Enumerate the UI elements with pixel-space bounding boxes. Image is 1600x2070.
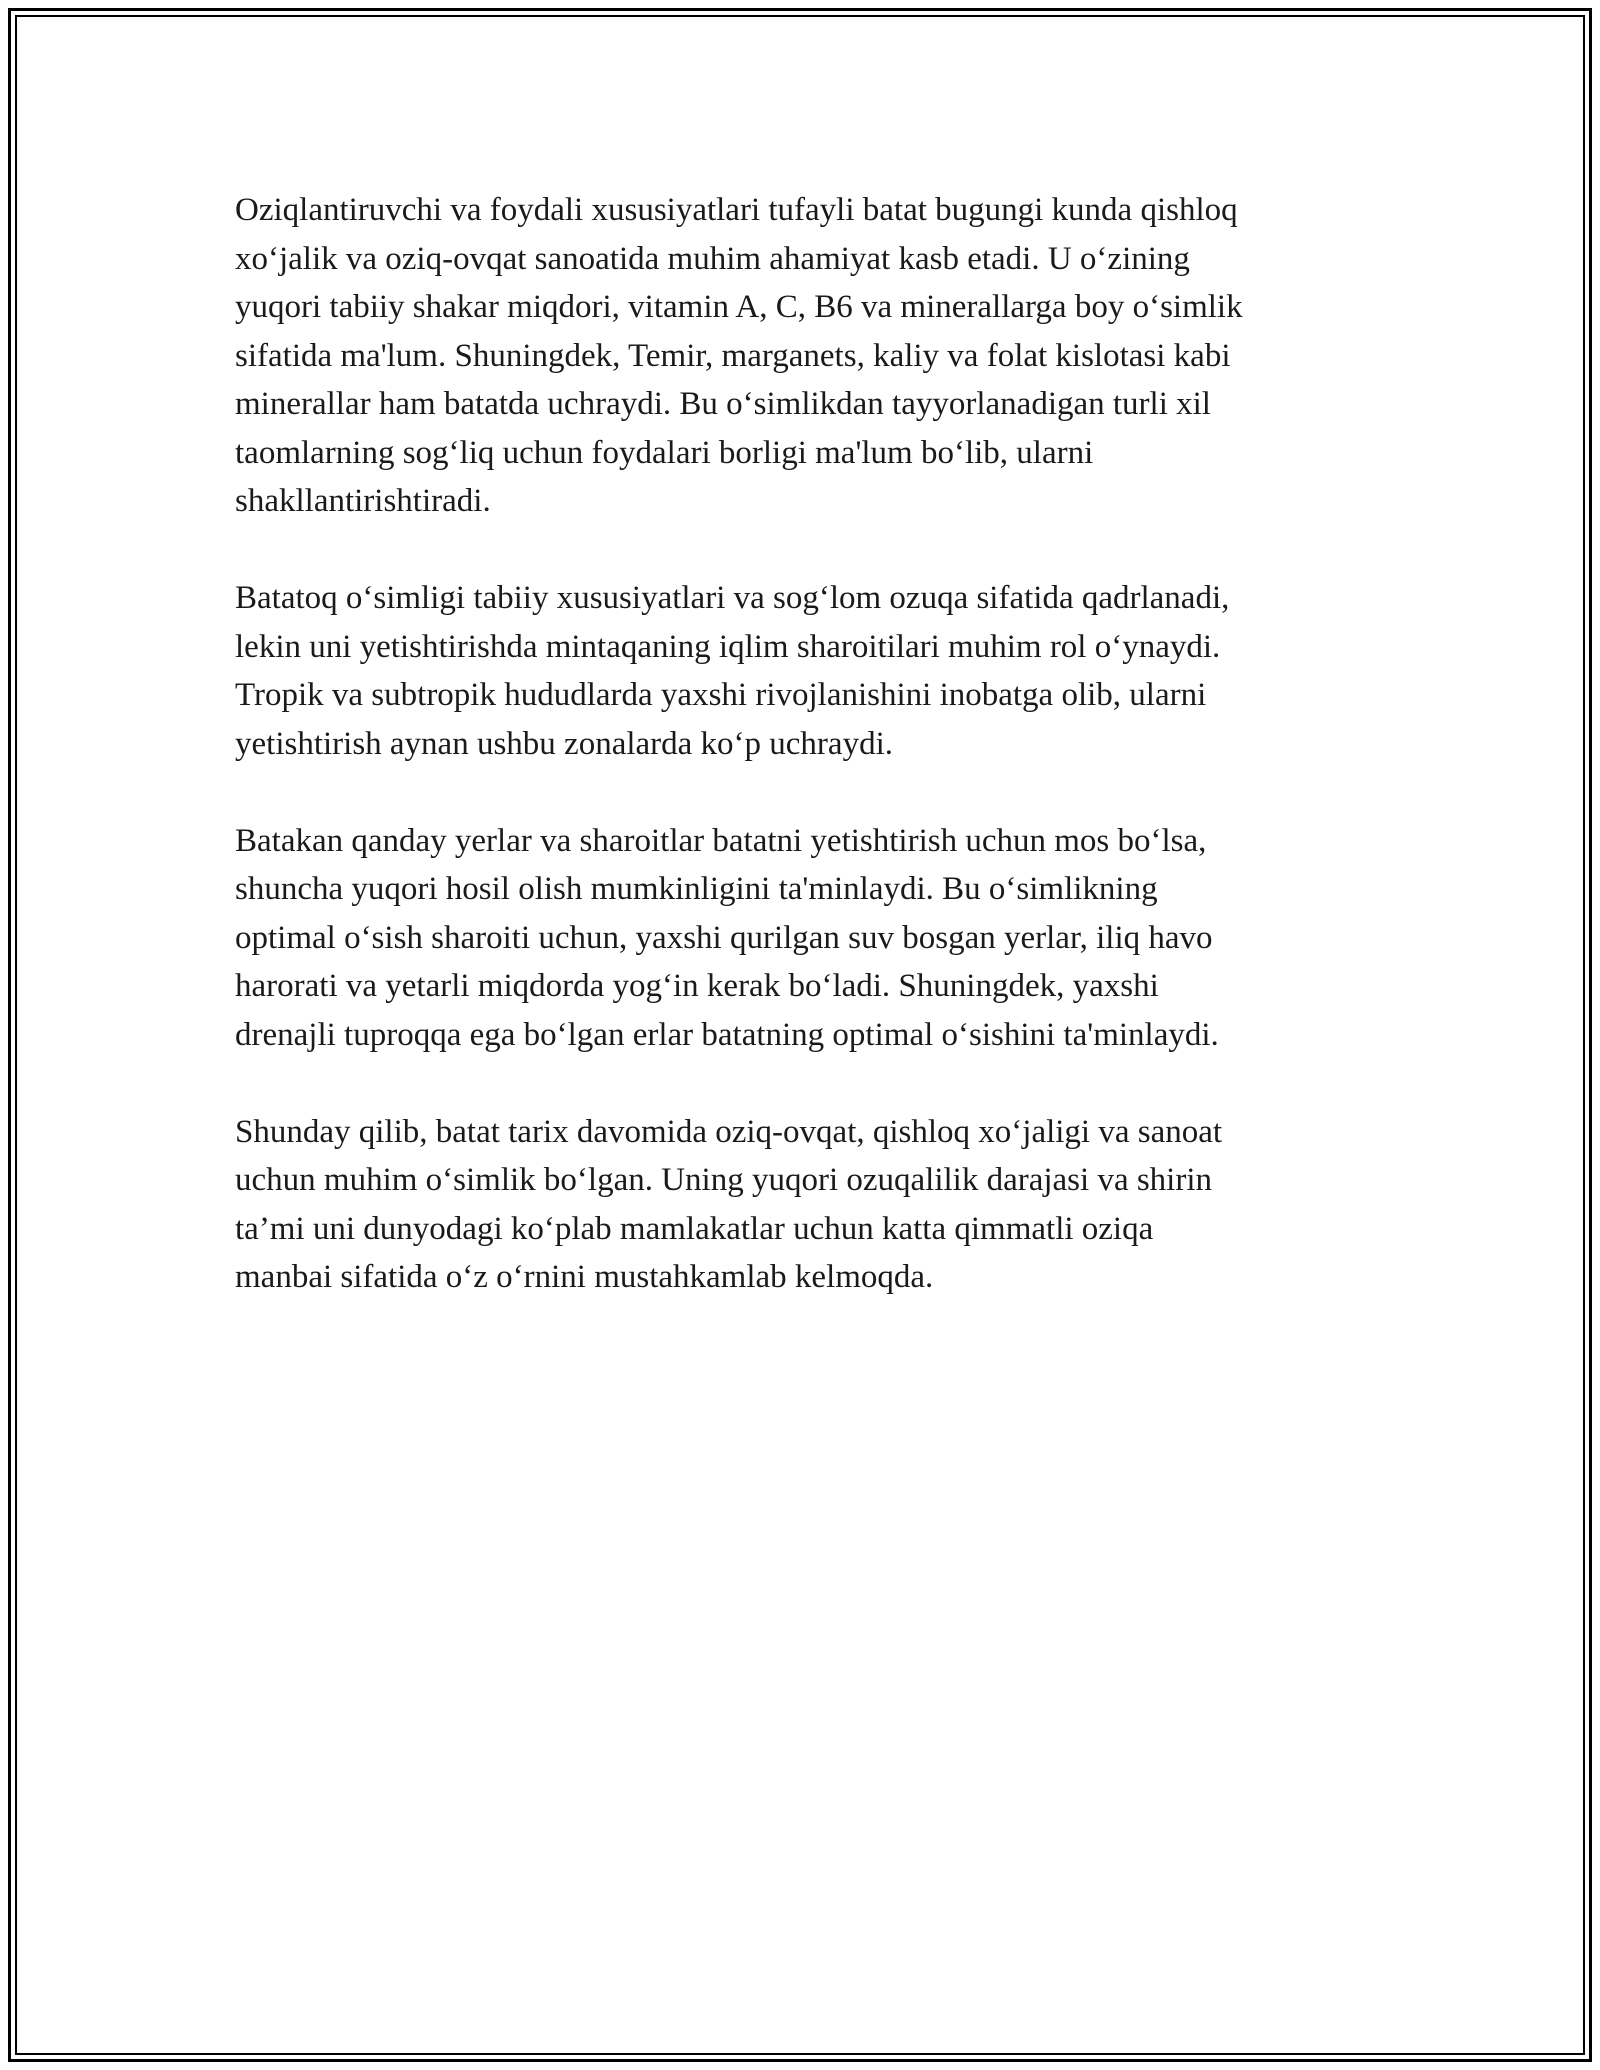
paragraph-1: Oziqlantiruvchi va foydali xususiyatlari tufayli batat bugungi kunda qishloq xo‘jalik va oziq-ovqat sanoatida muhim ahamiyat kasb etadi. U o‘zining yuqori tabiiy shakar miqdori, vitamin A, C, B6 va minerallarga boy o‘simlik sifatida ma'lum. Shuningdek, Temir, marganets, kaliy va folat kislotasi kabi minerallar ham batatda uchraydi. Bu o‘simlikdan tayyorlanadigan turli xil taomlarning sog‘liq uchun foydalari borligi ma'lum bo‘lib, ularni shakllantirishtiradi. — [235, 192, 1243, 519]
paragraph-2: Batatoq o‘simligi tabiiy xususiyatlari va sog‘lom ozuqa sifatida qadrlanadi, lekin uni yetishtirishda mintaqaning iqlim sharoitilari muhim rol o‘ynaydi. Tropik va subtropik hududlarda yaxshi rivojlanishini inobatga olib, ularni yetishtirish aynan ushbu zonalarda ko‘p uchraydi. — [235, 580, 1230, 762]
document-body — [235, 186, 1365, 1350]
paragraph-4: Shunday qilib, batat tarix davomida oziq-ovqat, qishloq xo‘jaligi va sanoat uchun muhim o‘simlik bo‘lgan. Uning yuqori ozuqalilik darajasi va shirin ta’mi uni dunyodagi ko‘plab mamlakatlar uchun katta qimmatli oziqa manbai sifatida o‘z o‘rnini mustahkamlab kelmoqda. — [235, 1113, 1223, 1295]
paragraph-3: Batakan qanday yerlar va sharoitlar batatni yetishtirish uchun mos bo‘lsa, shuncha yuqori hosil olish mumkinligini ta'minlaydi. Bu o‘simlikning optimal o‘sish sharoiti uchun, yaxshi qurilgan suv bosgan yerlar, iliq havo harorati va yetarli miqdorda yog‘in kerak bo‘ladi. Shuningdek, yaxshi drenajli tuproqqa ega bo‘lgan erlar batatning optimal o‘sishini ta'minlaydi. — [235, 822, 1219, 1053]
